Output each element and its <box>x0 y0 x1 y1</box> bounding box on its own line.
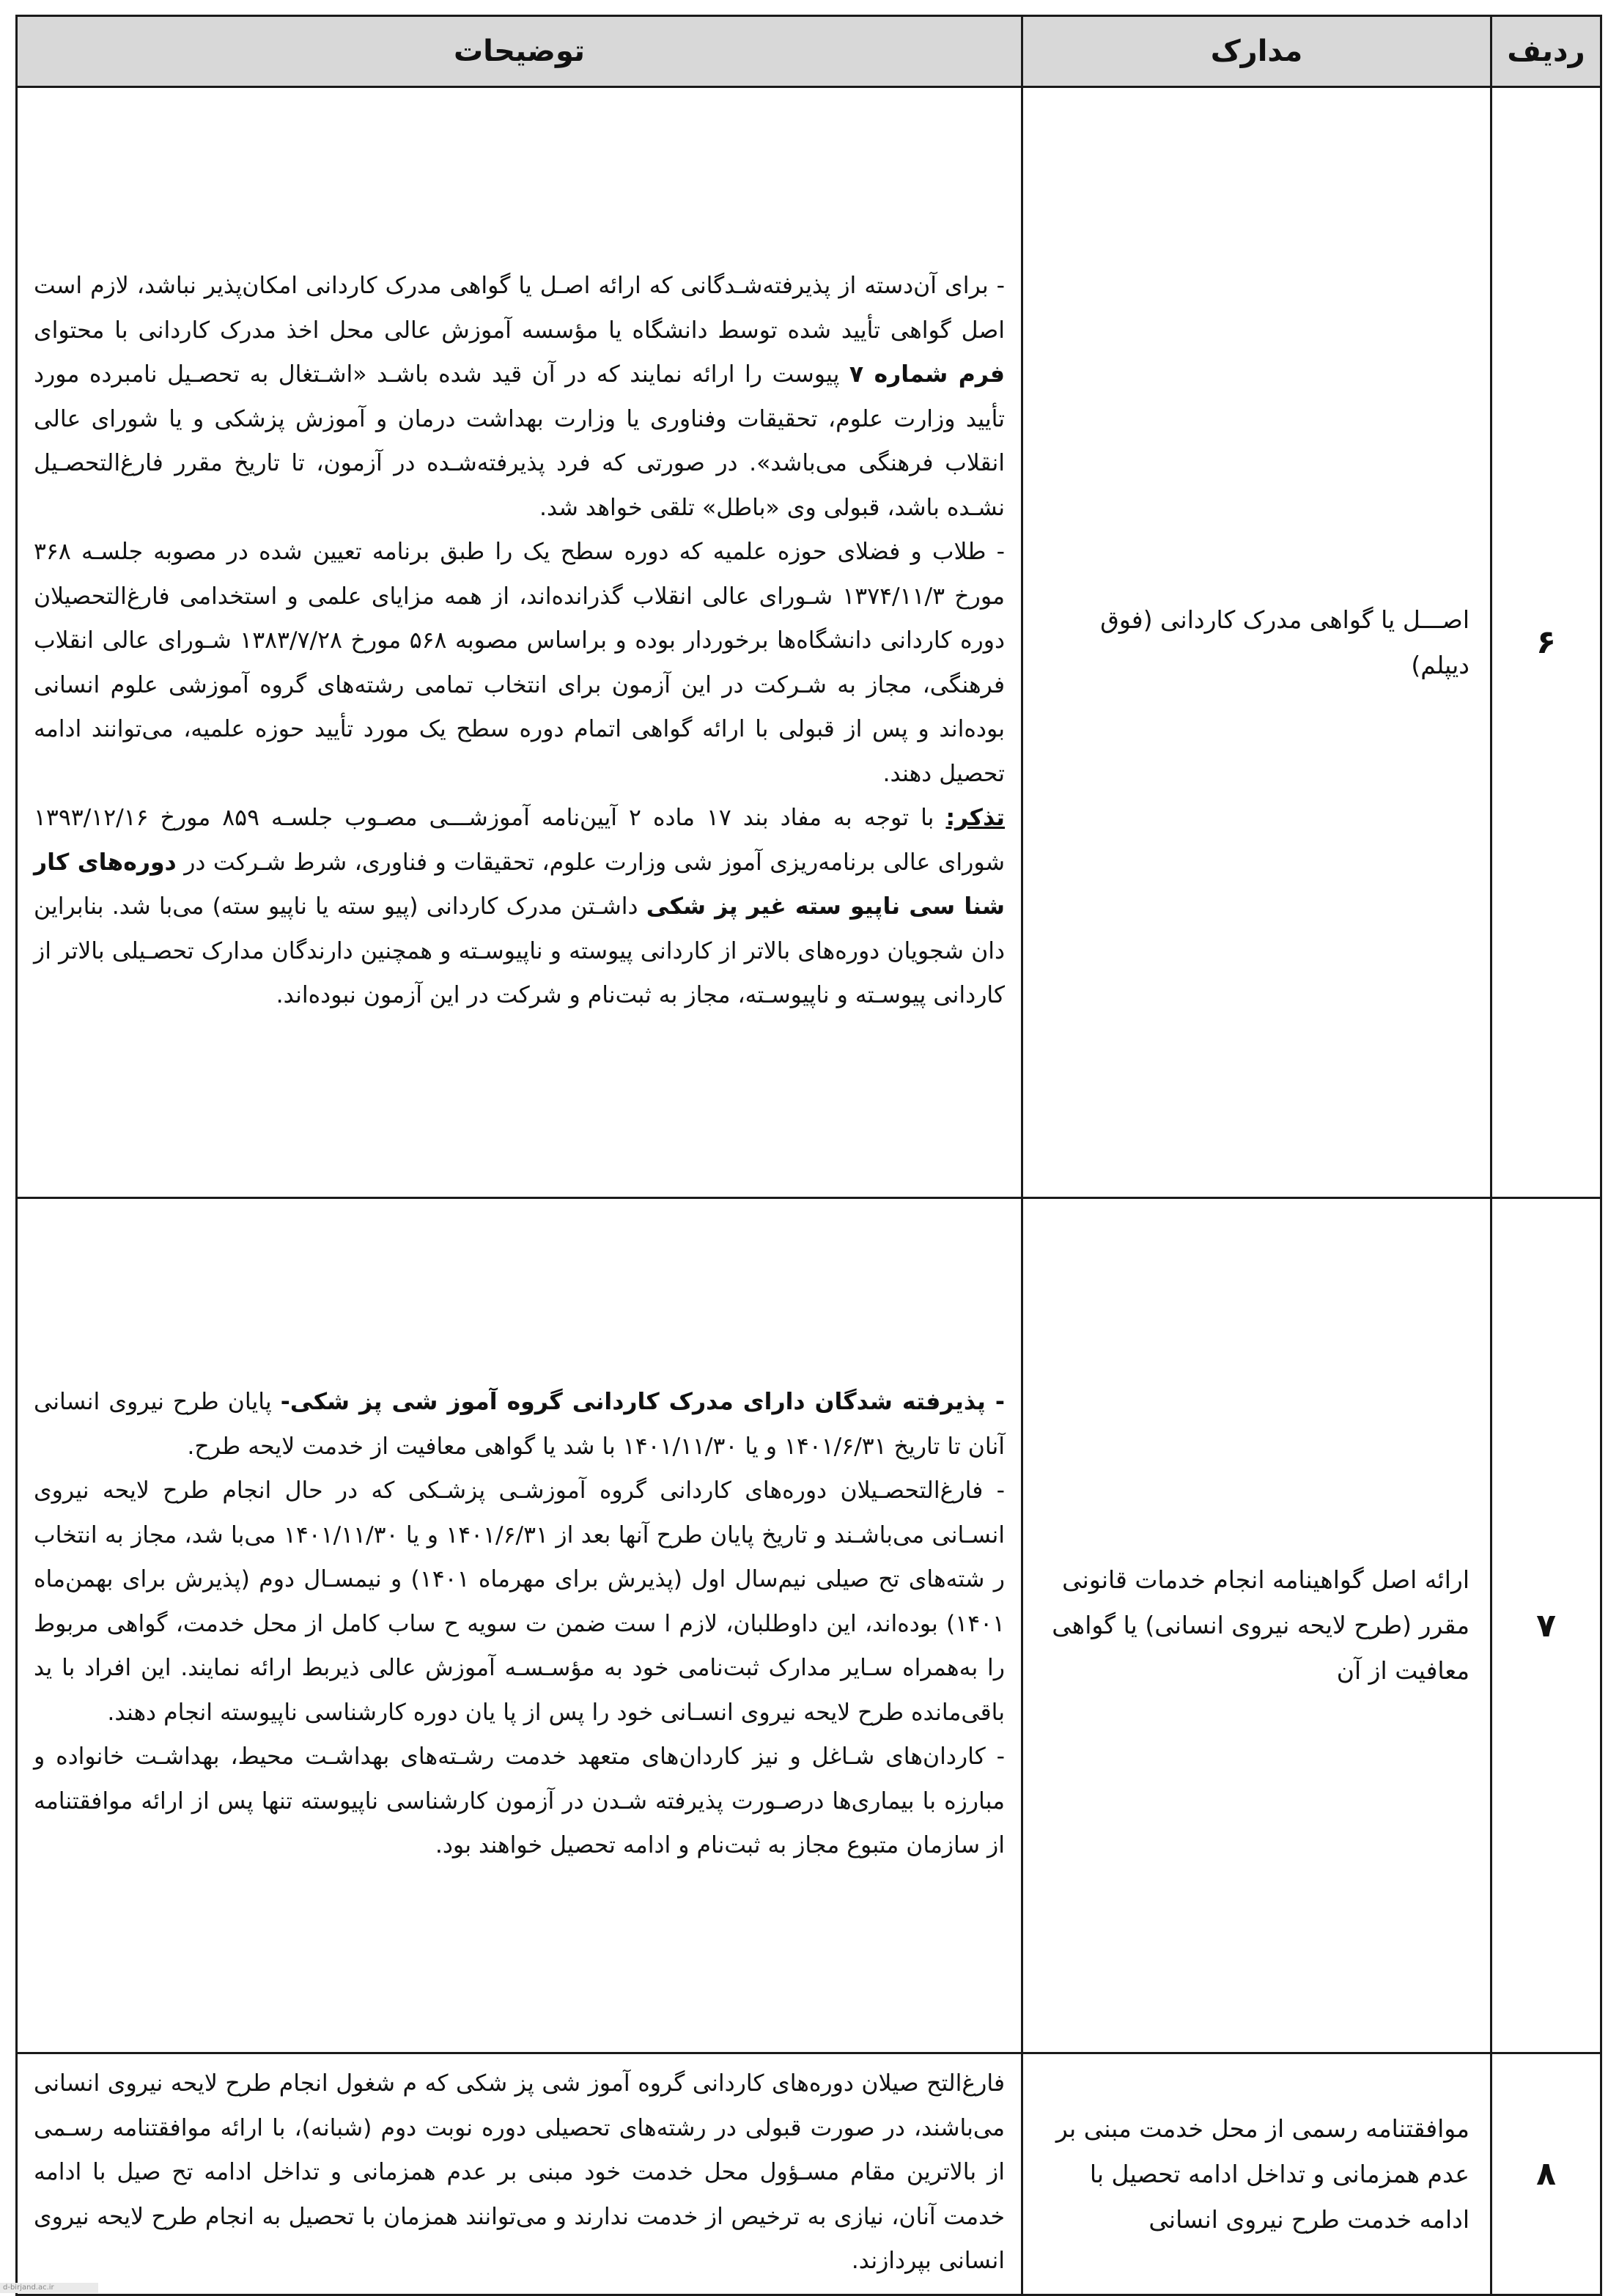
row-number: ۶ <box>1491 87 1601 1198</box>
description-paragraph: - فارغ‌التحصـیلان دوره‌های کاردانی گروه آموزشـی پزشـکی که در حال انجام طرح لایحه نیروی انسـانی می‌باشـند و تاریخ پایان طرح آنها بعد از ۱۴۰۱/۶/۳۱ و یا ۱۴۰۱/۱۱/۳۰ می‌با شد، مجاز به انتخاب ر شته‌های تح صیلی نیم‌سال اول (پذیرش برای مهرماه ۱۴۰۱) و نیمسـال دوم (پذیرش برای بهمن‌ماه ۱۴۰۱) بوده‌اند، این داوطلبان، لازم ا ست ضمن ت سویه ح ساب کامل از محل خدمت، گواهی مربوط را به‌همراه سـایر مدارک ثبت‌نامی خود به مؤسـسـه آموزش عالی ذیربط ارائه نمایند. این افراد با ید باقی‌مانده طرح لایحه نیروی انسـانی خود را پس از پا یان دوره کارشناسی ناپیوسته انجام دهند. <box>34 1477 1005 1726</box>
site-watermark: d-birjand.ac.ir <box>0 2283 98 2293</box>
header-documents: مدارک <box>1022 16 1491 87</box>
form-reference: فرم شماره ۷ <box>849 361 1006 388</box>
description-paragraph <box>34 1380 1005 1469</box>
description-paragraph: - کاردان‌های شـاغل و نیز کاردان‌های متعهد خدمت رشـته‌های بهداشـت محیط، بهداشـت خانواده و مبارزه با بیماری‌ها درصـورت پذیرفته شـدن در آزمون کارشناسی ناپیوسته تنها پس از ارائه موافقتنامه از سازمان متبوع مجاز به ثبت‌نام و ادامه تحصیل خواهند بود. <box>34 1743 1005 1859</box>
row-documents: اصـــل یا گواهی مدرک کاردانی (فوق دیپلم) <box>1022 87 1491 1198</box>
paragraph-text: - برای آن‌دسته از پذیرفته‌شـدگانی که ارائه اصـل یا گواهی مدرک کاردانی امکان‌پذیر نباشد، لازم است اصل گواهی تأیید شده توسط دانشگاه یا مؤسسه آموزش عالی محل اخذ مدرک کاردانی با محتوای <box>34 273 1005 344</box>
row-documents: ارائه اصل گواهینامه انجام خدمات قانونی مقرر (طرح لایحه نیروی انسانی) یا گواهی معافیت از آن <box>1022 1198 1491 2053</box>
paragraph-text: پایان طرح نیروی انسانی آنان تا تاریخ ۱۴۰۱/۶/۳۱ و یا ۱۴۰۱/۱۱/۳۰ با شد یا گواهی معافیت از خدمت لایحه طرح. <box>34 1389 1005 1460</box>
header-row-number: ردیف <box>1491 16 1601 87</box>
document-page <box>18 15 1602 2296</box>
emphasized-text: دوره‌های کار شنا سی ناپیو سته غیر پز شکی <box>34 849 1005 920</box>
table-row <box>17 2053 1601 2295</box>
paragraph-text: پیوست را ارائه نمایند که در آن قید شده باشـد «اشـتغال به تحصـیل نامبرده مورد تأیید وزارت علوم، تحقیقات وفناوری یا وزارت بهداشت درمان و آموزش پزشکی و یا شورای عالی انقلاب فرهنگی می‌باشد». در صورتی که فرد پذیرفته‌شـده در آزمون، تا تاریخ مقرر فارغ‌التحصـیل نشـده باشد، قبولی وی «باطل» تلقی خواهد شد. <box>34 361 1005 521</box>
row-description <box>17 87 1022 1198</box>
header-description: توضیحات <box>17 16 1022 87</box>
paragraph-text: داشـتن مدرک کاردانی (پیو سته یا ناپیو سته) می‌با شد. بنابراین دان شجویان دوره‌های بالاتر از کاردانی پیوسته و ناپیوسـته و همچنین دارندگان مدارک تحصـیلی بالاتر از کاردانی پیوسـته و ناپیوسـته، مجاز به ثبت‌نام و شرکت در این آزمون نبوده‌اند. <box>34 893 1005 1009</box>
row-documents: موافقتنامه رسمی از محل خدمت مبنی بر عدم همزمانی و تداخل ادامه تحصیل با ادامه خدمت طرح نیروی انسانی <box>1022 2053 1491 2295</box>
table-row <box>17 1198 1601 2053</box>
description-paragraph: - طلاب و فضلای حوزه علمیه که دوره سطح یک را طبق برنامه تعیین شده در مصوبه جلسـه ۳۶۸ مورخ ۱۳۷۴/۱۱/۳ شـورای عالی انقلاب گذرانده‌اند، از همه مزایای علمی و استخدامی فارغ‌التحصیلان دوره کاردانی دانشگاه‌ها برخوردار بوده و براساس مصوبه ۵۶۸ مورخ ۱۳۸۳/۷/۲۸ شـورای عالی انقلاب فرهنگی، مجاز به شـرکت در این آزمون برای انتخاب تمامی رشته‌های گروه آموزشی علوم انسانی بوده‌اند و پس از قبولی با ارائه گواهی اتمام دوره سطح یک مورد تأیید حوزه علمیه، می‌توانند ادامه تحصیل دهند. <box>34 539 1006 787</box>
row-number: ۷ <box>1491 1198 1601 2053</box>
row-description <box>17 1198 1022 2053</box>
table-row <box>17 87 1601 1198</box>
note-label: تذکر: <box>945 805 1005 832</box>
row-number: ۸ <box>1491 2053 1601 2295</box>
description-paragraph <box>34 264 1005 530</box>
paragraph-text: با توجه به مفاد بند ۱۷ ماده ۲ آیین‌نامه آموزشـــی مصـوب جلسـه ۸۵۹ مورخ ۱۳۹۳/۱۲/۱۶ شورای عالی برنامه‌ریزی آموز شی وزارت علوم، تحقیقات و فناوری، شرط شـرکت در <box>34 805 1005 876</box>
row-description <box>17 2053 1022 2295</box>
table-header-row <box>17 16 1601 87</box>
description-paragraph <box>34 796 1005 1018</box>
emphasized-text: - پذیرفته شدگان دارای مدرک کاردانی گروه آموز شی پز شکی- <box>280 1389 1005 1416</box>
requirements-table <box>15 15 1602 2296</box>
description-paragraph: فارغ‌التح صیلان دوره‌های کاردانی گروه آموز شی پز شکی که م شغول انجام طرح لایحه نیروی انسانی می‌باشند، در صورت قبولی در رشته‌های تحصیلی دوره نوبت دوم (شبانه)، با ارائه موافقتنامه رسـمی از بالاترین مقام مسـؤول محل خدمت خود مبنی بر عدم همزمانی و تداخل ادامه تح صیل با ادامه خدمت آنان، نیازی به ترخیص از خدمت ندارند و می‌توانند همزمان با تحصیل به انجام طرح لایحه نیروی انسانی بپردازند. <box>34 2070 1005 2275</box>
